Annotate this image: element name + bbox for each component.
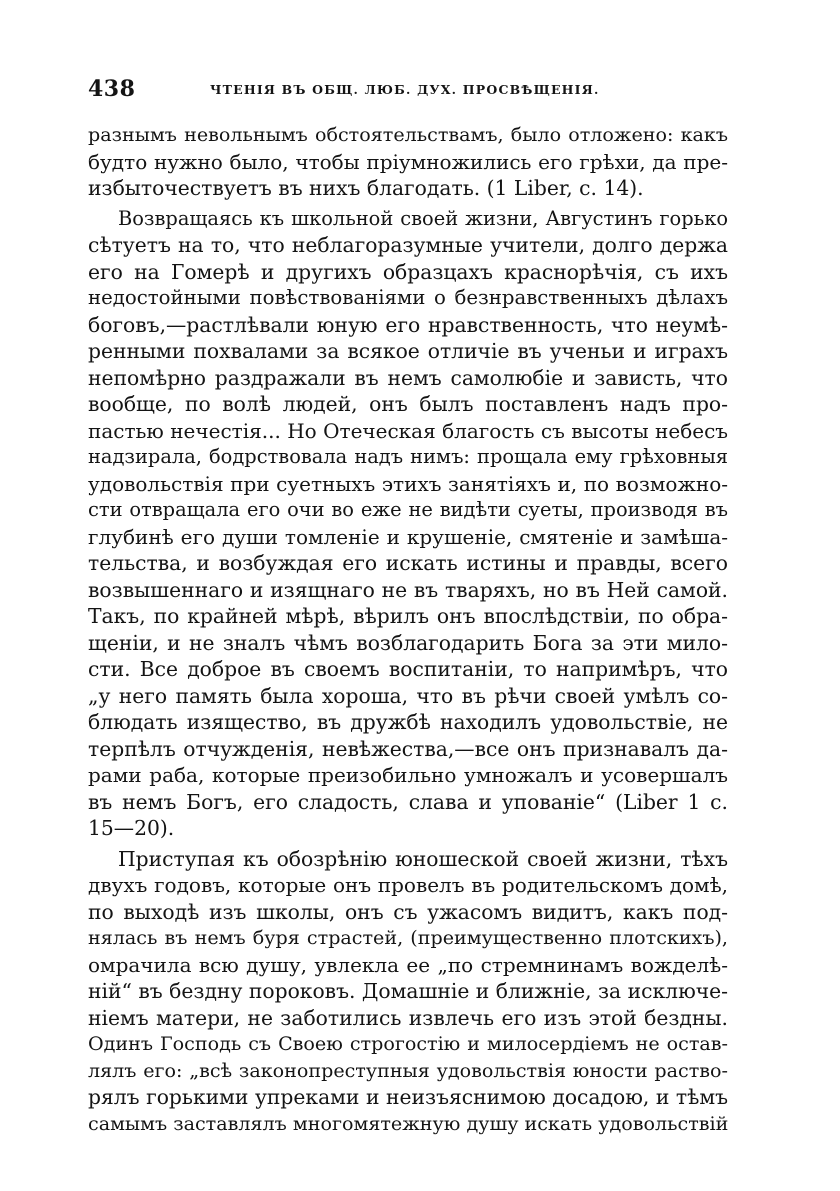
text-line: пастью нечестія... Но Отеческая благость съ высоты небесъ <box>88 418 728 443</box>
text-line: омрачила всю душу, увлекла ее „по стремнинамъ вожделѣ- <box>88 952 728 977</box>
text-line: вообще, по волѣ людей, онъ былъ поставленъ надъ про- <box>88 392 728 416</box>
running-title: ЧТЕНІЯ ВЪ ОБЩ. ЛЮБ. ДУХ. ПРОСВѢЩЕНІЯ. <box>210 82 600 97</box>
page-header <box>88 76 728 106</box>
text-line: будто нужно было, чтобы пріумножились его грѣхи, да пре- <box>88 149 728 174</box>
text-line: по выходѣ изъ школы, онъ съ ужасомъ видитъ, какъ под- <box>88 899 728 924</box>
text-line: двухъ годовъ, которые онъ провелъ въ родительскомъ домѣ, <box>88 873 728 897</box>
paragraph <box>88 846 728 1138</box>
text-line: надзирала, бодрствовала надъ нимъ: прощала ему грѣховныя <box>88 445 728 468</box>
text-line: Одинъ Господь съ Своею строгостію и милосердіемъ не остав- <box>88 1032 728 1055</box>
text-line: блюдать изящество, въ дружбѣ находилъ удовольствіе, не <box>88 710 728 734</box>
text-line: разнымъ невольнымъ обстоятельствамъ, было отложено: какъ <box>88 123 728 146</box>
text-line: сти отвращала его очи во еже не видѣти суеты, производя въ <box>88 498 728 521</box>
text-line: Такъ, по крайней мѣрѣ, вѣрилъ онъ впослѣдствіи, по обра- <box>88 604 728 628</box>
text-line: сти. Все доброе въ своемъ воспитаніи, то напримѣръ, что <box>88 657 728 681</box>
page-number: 438 <box>88 76 136 102</box>
text-line: его на Гомерѣ и другихъ образцахъ краснорѣчія, съ ихъ <box>88 259 728 284</box>
text-line: недостойными повѣствованіями о безнравственныхъ дѣлахъ <box>88 286 728 309</box>
text-line: ренными похвалами за всякое отличіе въ ученьи и играхъ <box>88 339 728 363</box>
text-line: ніемъ матери, не заботились извлечь его изъ этой бездны. <box>88 1005 728 1030</box>
text-line: тельства, и возбуждая его искать истины и правды, всего <box>88 551 728 575</box>
text-line: 15—20). <box>88 816 175 840</box>
text-line: непомѣрно раздражали въ немъ самолюбіе и зависть, что <box>88 365 728 390</box>
text-line: нялась въ немъ буря страстей, (преимущественно плотскихъ), <box>88 926 728 949</box>
text-line: удовольствія при суетныхъ этихъ занятіяхъ и, по возможно- <box>88 471 728 496</box>
text-line: возвышеннаго и изящнаго не въ тваряхъ, но въ Ней самой. <box>88 577 728 602</box>
text-line: Возвращаясь къ школьной своей жизни, Августинъ горько <box>118 206 728 230</box>
body-text <box>88 122 728 1137</box>
text-line: щеніи, и не зналъ чѣмъ возблагодарить Бога за эти мило- <box>88 630 728 655</box>
text-line: боговъ,—растлѣвали юную его нравственность, что неумѣ- <box>88 312 728 337</box>
text-line: рялъ горькими упреками и неизъяснимою досадою, и тѣмъ <box>88 1085 728 1109</box>
text-line: избыточествуетъ въ нихъ благодать. (1 Liber, c. 14). <box>88 176 644 200</box>
text-line: рами раба, которые преизобильно умножалъ и усовершалъ <box>88 763 728 787</box>
text-line: Приступая къ обозрѣнію юношеской своей жизни, тѣхъ <box>118 846 728 871</box>
text-line: терпѣлъ отчужденія, невѣжества,—все онъ признавалъ да- <box>88 736 728 761</box>
paragraph <box>88 122 728 202</box>
text-line: въ немъ Богъ, его сладость, слава и упованіе“ (Liber 1 c. <box>88 789 728 814</box>
text-line: лялъ его: „всѣ законопреступныя удовольствія юности раство- <box>88 1058 728 1082</box>
text-line: „у него память была хороша, что въ рѣчи своей умѣлъ со- <box>88 683 728 708</box>
text-line: глубинѣ его души томленіе и крушеніе, смятеніе и замѣша- <box>88 524 728 549</box>
paragraph <box>88 206 728 842</box>
text-line: сѣтуетъ на то, что неблагоразумные учители, долго держа <box>88 233 728 257</box>
text-line: ній“ въ бездну пороковъ. Домашніе и ближніе, за исключе- <box>88 979 728 1003</box>
text-line: самымъ заставлялъ многомятежную душу искать удовольствій <box>88 1111 729 1135</box>
